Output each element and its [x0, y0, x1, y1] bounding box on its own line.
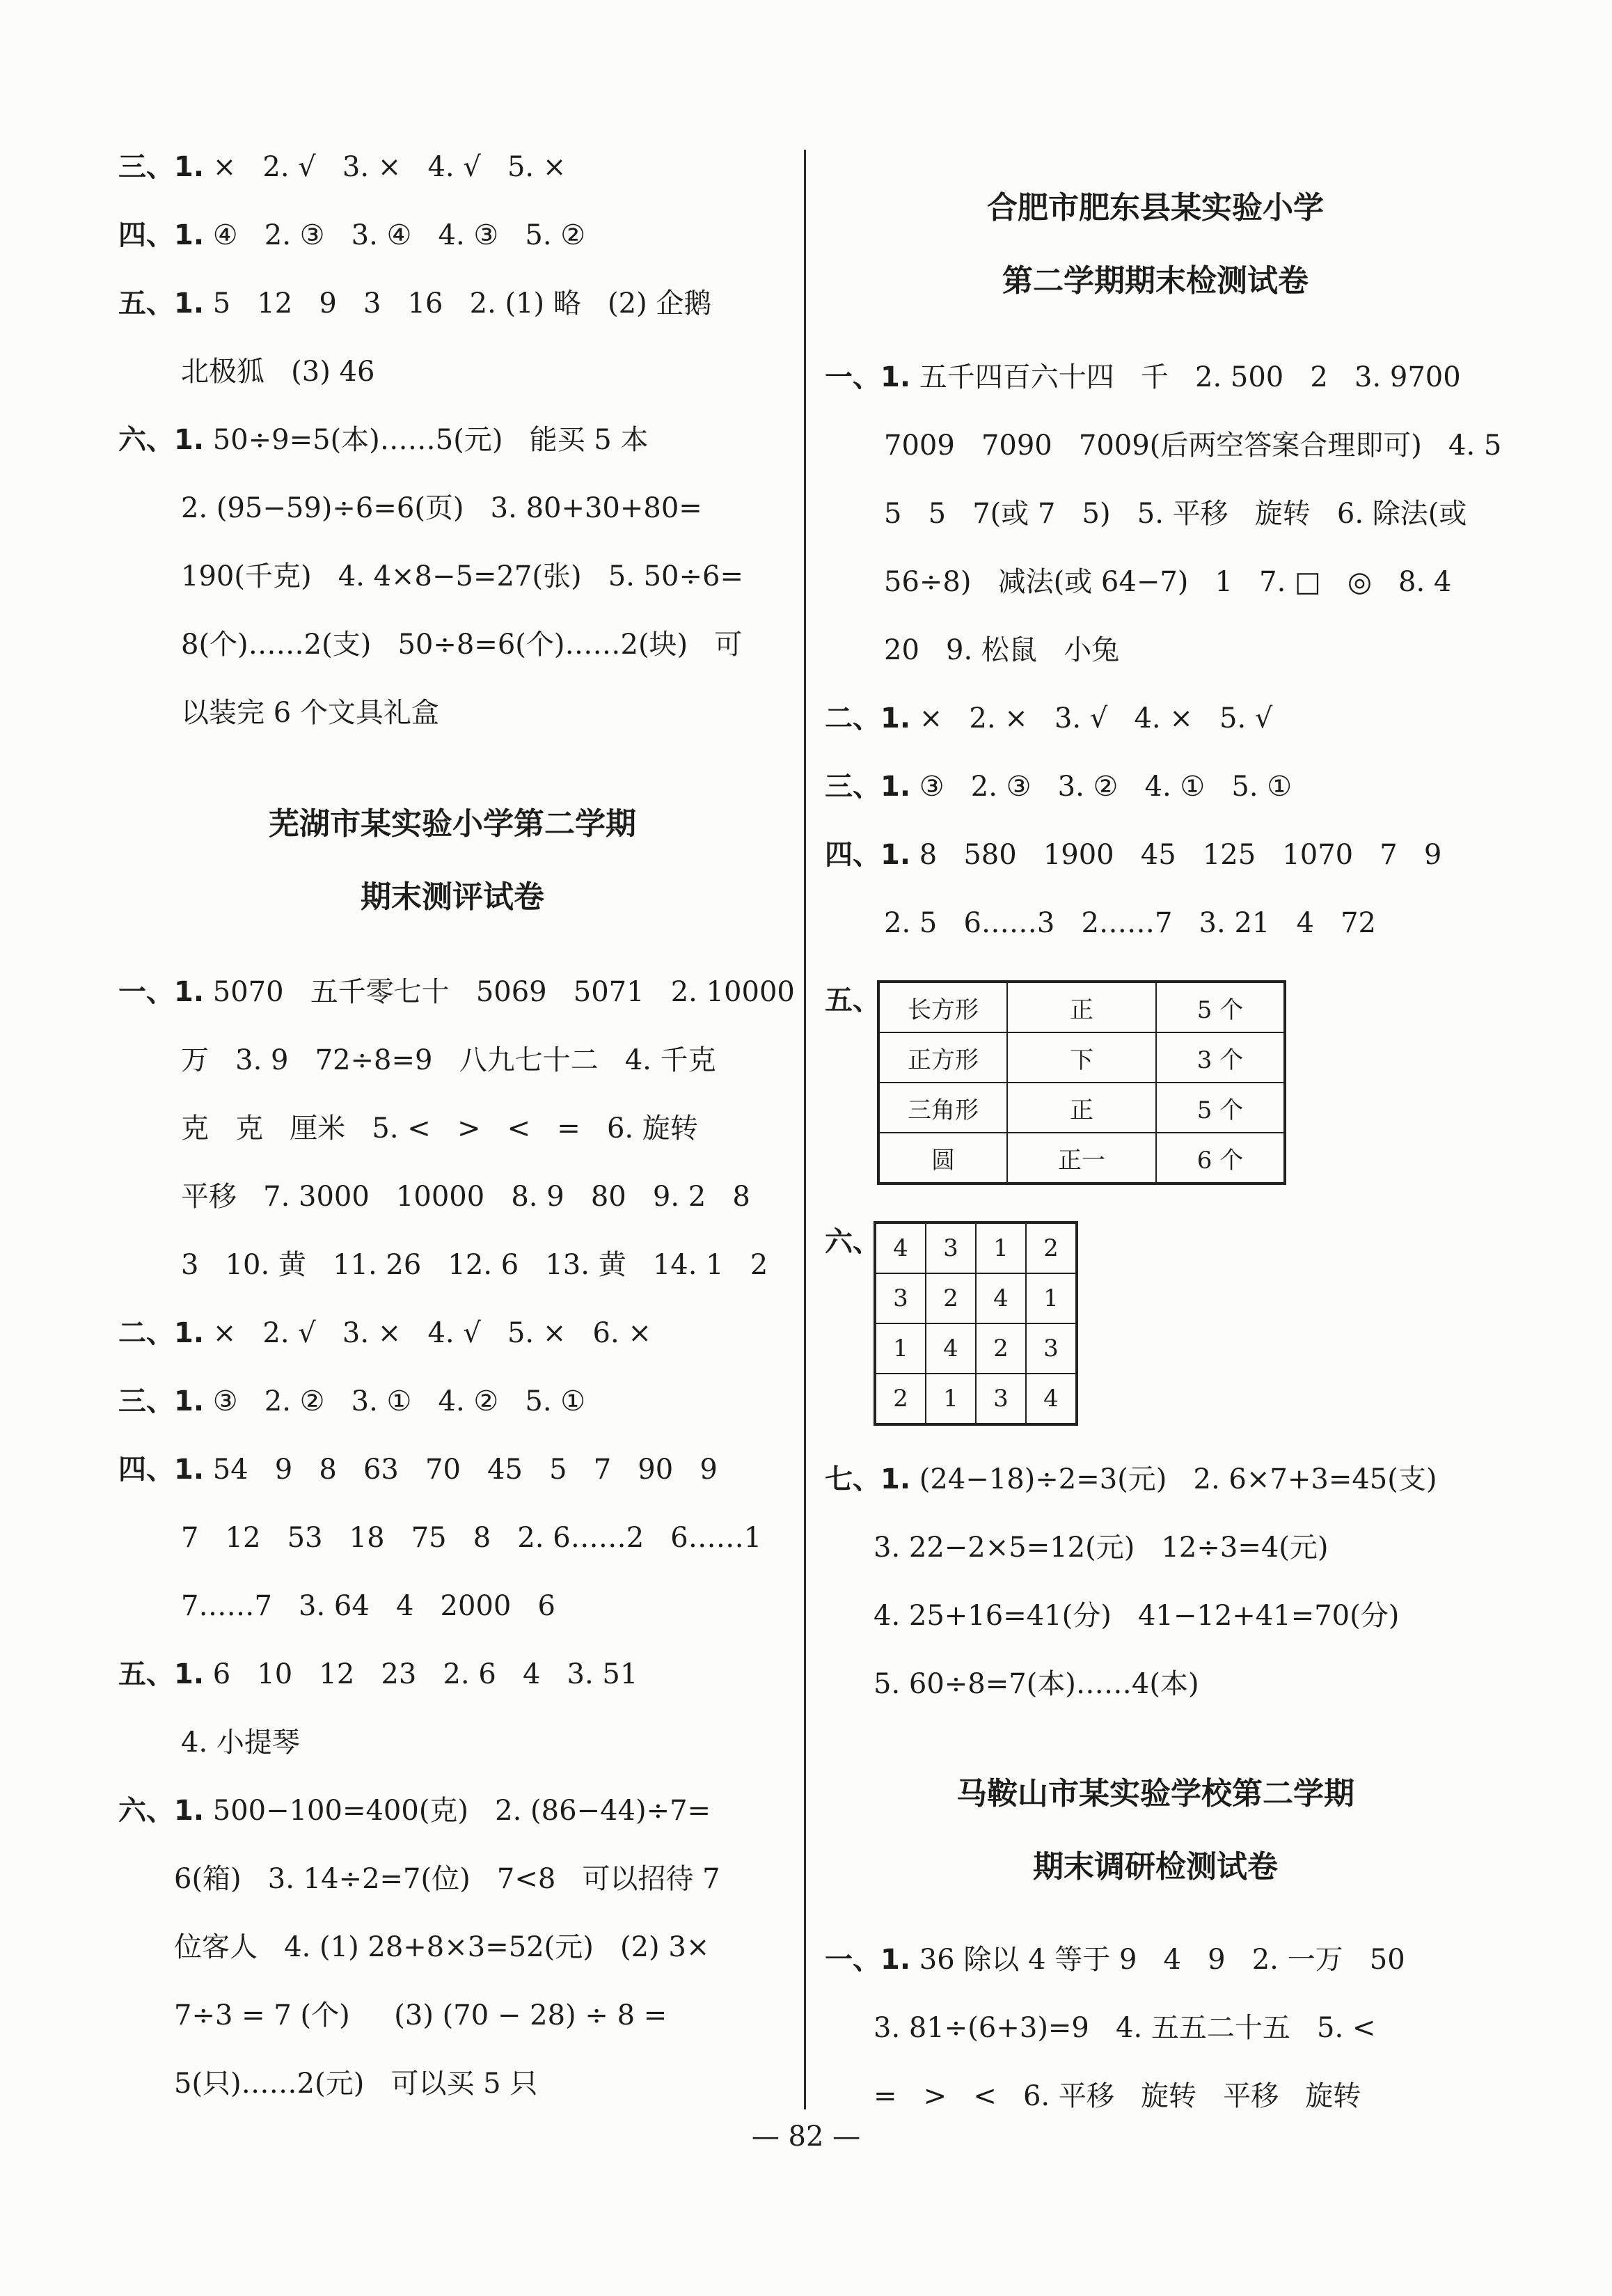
answer-line: 2. 5 6……3 2……7 3. 21 4 72 [884, 907, 1376, 939]
answer-line: 五、1. 5 12 9 3 16 2. (1) 略 (2) 企鹅 [118, 288, 712, 320]
answer-line: 一、1. 5070 五千零七十 5069 5071 2. 10000 [118, 976, 795, 1008]
answer-line: 六、1. 500−100=400(克) 2. (86−44)÷7= [118, 1795, 711, 1827]
answer-line: 万 3. 9 72÷8=9 八九七十二 4. 千克 [181, 1044, 716, 1076]
tally-table [877, 980, 1286, 1185]
answer-line: = > < 6. 平移 旋转 平移 旋转 [874, 2080, 1361, 2112]
answer-line: 5 5 7(或 7 5) 5. 平移 旋转 6. 除法(或 [884, 498, 1467, 530]
answer-line: 以装完 6 个文具礼盒 [181, 697, 439, 729]
answer-line: 7009 7090 7009(后两空答案合理即可) 4. 5 [884, 430, 1502, 462]
answer-line: 20 9. 松鼠 小兔 [884, 634, 1120, 666]
answer-line: 4. 小提琴 [181, 1727, 300, 1759]
section-title: 期末测评试卷 [361, 879, 544, 915]
answer-line: 七、1. (24−18)÷2=3(元) 2. 6×7+3=45(支) [825, 1463, 1437, 1495]
answer-line: 四、1. 8 580 1900 45 125 1070 7 9 [825, 839, 1442, 871]
number-grid [874, 1221, 1078, 1426]
column-divider [804, 150, 806, 2109]
answer-line: 7 12 53 18 75 8 2. 6……2 6……1 [181, 1522, 762, 1554]
answer-line: 四、1. ④ 2. ③ 3. ④ 4. ③ 5. ② [118, 219, 586, 251]
question-label: 五、 [825, 984, 880, 1016]
answer-line: 3 10. 黄 11. 26 12. 6 13. 黄 14. 1 2 [181, 1249, 768, 1281]
section-title: 马鞍山市某实验学校第二学期 [956, 1776, 1354, 1811]
answer-line: 3. 81÷(6+3)=9 4. 五五二十五 5. < [874, 2012, 1376, 2044]
answer-line: 2. (95−59)÷6=6(页) 3. 80+30+80= [181, 492, 702, 524]
answer-line: 三、1. × 2. √ 3. × 4. √ 5. × [118, 151, 567, 183]
answer-line: 7÷3 = 7 (个) (3) (70 − 28) ÷ 8 = [174, 1999, 667, 2031]
answer-line: 克 克 厘米 5. < > < = 6. 旋转 [181, 1112, 698, 1145]
answer-line: 一、1. 36 除以 4 等于 9 4 9 2. 一万 50 [825, 1944, 1405, 1976]
answer-line: 56÷8) 减法(或 64−7) 1 7. □ ◎ 8. 4 [884, 566, 1452, 598]
answer-line: 5. 60÷8=7(本)……4(本) [874, 1668, 1199, 1700]
answer-line: 5(只)……2(元) 可以买 5 只 [174, 2068, 538, 2100]
page-number: — 82 — [751, 2121, 861, 2153]
answer-line: 北极狐 (3) 46 [181, 356, 375, 388]
table-row: 3 2 4 1 [875, 1273, 1077, 1323]
table-row: 长方形 正 5 个 [878, 982, 1285, 1032]
answer-line: 一、1. 五千四百六十四 千 2. 500 2 3. 9700 [825, 361, 1461, 393]
answer-line: 190(千克) 4. 4×8−5=27(张) 5. 50÷6= [181, 560, 743, 592]
table-row: 三角形 正 5 个 [878, 1083, 1285, 1133]
answer-line: 8(个)……2(支) 50÷8=6(个)……2(块) 可 [181, 629, 743, 661]
answer-line: 二、1. × 2. × 3. √ 4. × 5. √ [825, 702, 1273, 734]
table-row: 正方形 下 3 个 [878, 1032, 1285, 1083]
table-row: 2 1 3 4 [875, 1374, 1077, 1424]
question-label: 六、 [825, 1226, 880, 1258]
answer-line: 平移 7. 3000 10000 8. 9 80 9. 2 8 [181, 1181, 750, 1213]
section-title: 第二学期期末检测试卷 [1002, 263, 1309, 299]
answer-line: 六、1. 50÷9=5(本)……5(元) 能买 5 本 [118, 424, 649, 456]
table-row: 4 3 1 2 [875, 1222, 1077, 1273]
table-row: 1 4 2 3 [875, 1323, 1077, 1374]
answer-line: 二、1. × 2. √ 3. × 4. √ 5. × 6. × [118, 1317, 651, 1349]
answer-line: 3. 22−2×5=12(元) 12÷3=4(元) [874, 1532, 1329, 1564]
answer-line: 四、1. 54 9 8 63 70 45 5 7 90 9 [118, 1454, 718, 1486]
section-title: 期末调研检测试卷 [1033, 1849, 1278, 1885]
answer-line: 三、1. ③ 2. ② 3. ① 4. ② 5. ① [118, 1385, 586, 1417]
answer-line: 位客人 4. (1) 28+8×3=52(元) (2) 3× [174, 1931, 710, 1963]
answer-line: 三、1. ③ 2. ③ 3. ② 4. ① 5. ① [825, 771, 1293, 803]
answer-line: 4. 25+16=41(分) 41−12+41=70(分) [874, 1600, 1400, 1632]
answer-line: 五、1. 6 10 12 23 2. 6 4 3. 51 [118, 1658, 638, 1690]
section-title: 芜湖市某实验小学第二学期 [269, 806, 636, 842]
section-title: 合肥市肥东县某实验小学 [987, 190, 1324, 226]
answer-line: 7……7 3. 64 4 2000 6 [181, 1590, 555, 1622]
table-row: 圆 正一 6 个 [878, 1133, 1285, 1184]
answer-line: 6(箱) 3. 14÷2=7(位) 7<8 可以招待 7 [174, 1863, 720, 1895]
